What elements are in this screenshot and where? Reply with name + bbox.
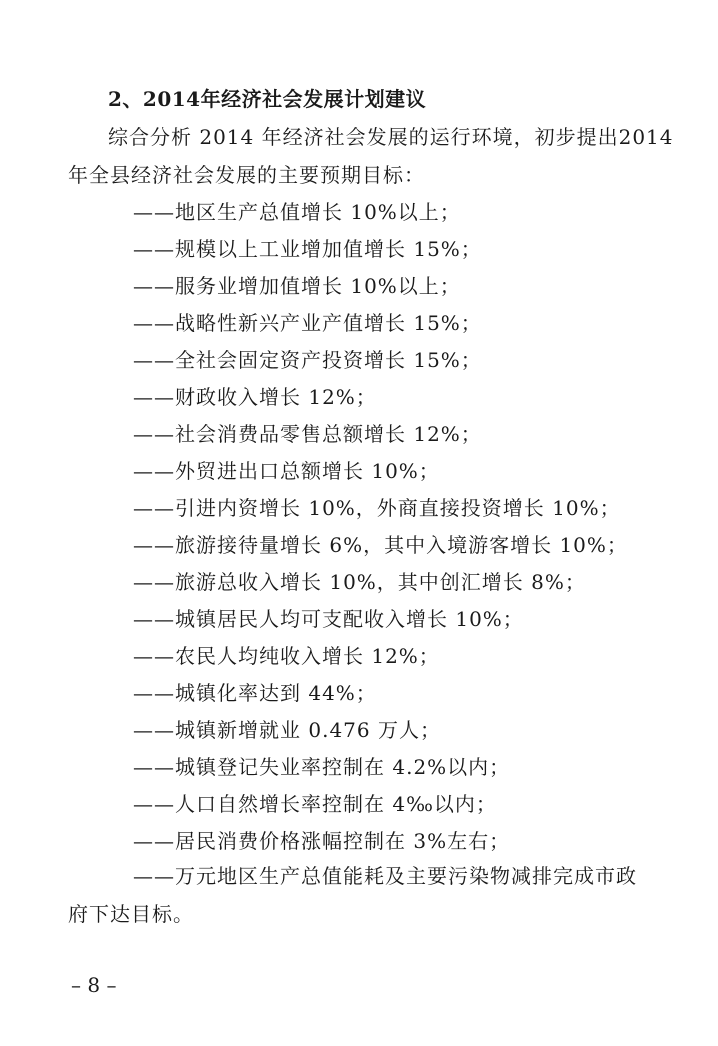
target-item: ——服务业增加值增长 10%以上； bbox=[133, 274, 461, 298]
target-item: ——规模以上工业增加值增长 15%； bbox=[133, 237, 482, 261]
target-item: ——农民人均纯收入增长 12%； bbox=[133, 644, 440, 668]
intro-line-2: 年全县经济社会发展的主要预期目标： bbox=[68, 163, 425, 187]
target-item: ——战略性新兴产业产值增长 15%； bbox=[133, 311, 482, 335]
target-item: ——旅游接待量增长 6%，其中入境游客增长 10%； bbox=[133, 533, 628, 557]
target-item: ——人口自然增长率控制在 4‰以内； bbox=[133, 792, 497, 816]
target-item: ——地区生产总值增长 10%以上； bbox=[133, 200, 461, 224]
target-item: ——社会消费品零售总额增长 12%； bbox=[133, 422, 482, 446]
target-list bbox=[133, 194, 628, 860]
target-item: ——城镇居民人均可支配收入增长 10%； bbox=[133, 607, 524, 631]
closing-line-1: ——万元地区生产总值能耗及主要污染物减排完成市政 bbox=[133, 864, 637, 888]
target-item: ——城镇新增就业 0.476 万人； bbox=[133, 718, 441, 742]
target-item: ——居民消费价格涨幅控制在 3%左右； bbox=[133, 829, 511, 853]
section-heading: 2、2014年经济社会发展计划建议 bbox=[108, 87, 427, 111]
page-number: – 8 – bbox=[71, 973, 117, 997]
intro-line-1: 综合分析 2014 年经济社会发展的运行环境，初步提出2014 bbox=[108, 125, 674, 149]
target-item: ——城镇化率达到 44%； bbox=[133, 681, 377, 705]
target-item: ——外贸进出口总额增长 10%； bbox=[133, 459, 440, 483]
closing-line-2: 府下达目标。 bbox=[68, 902, 194, 926]
target-item: ——引进内资增长 10%，外商直接投资增长 10%； bbox=[133, 496, 621, 520]
target-item: ——旅游总收入增长 10%，其中创汇增长 8%； bbox=[133, 570, 586, 594]
target-item: ——城镇登记失业率控制在 4.2%以内； bbox=[133, 755, 511, 779]
target-item: ——全社会固定资产投资增长 15%； bbox=[133, 348, 482, 372]
target-item: ——财政收入增长 12%； bbox=[133, 385, 377, 409]
